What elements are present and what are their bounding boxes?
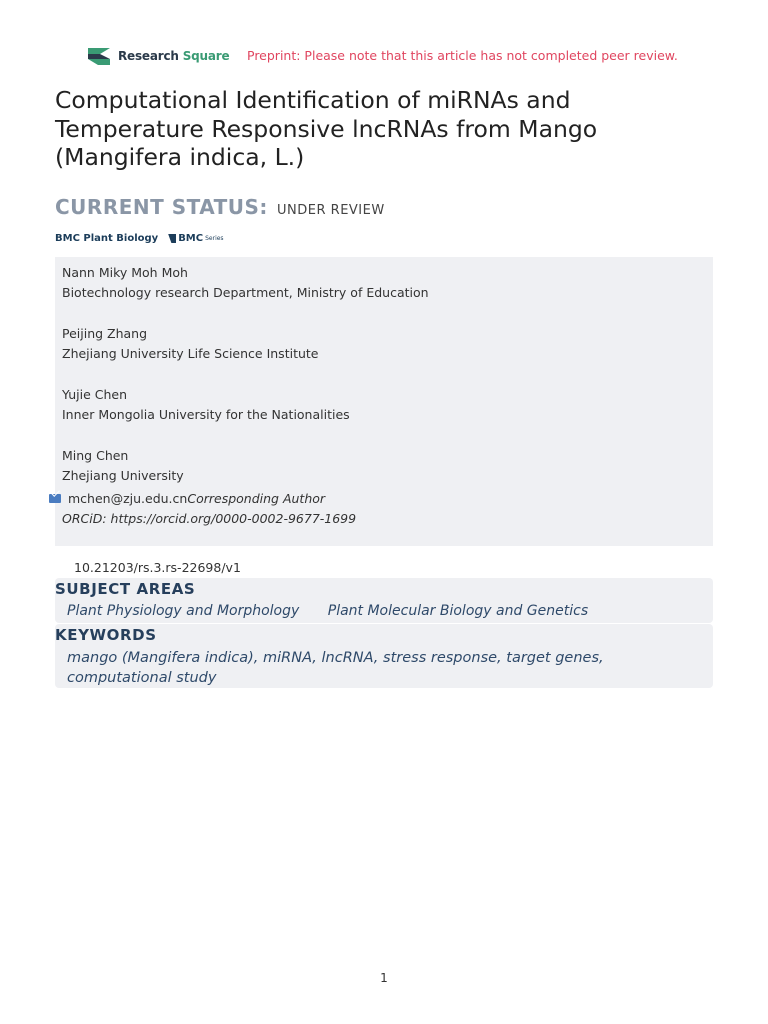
bmc-series-label: Series <box>205 235 224 242</box>
logo-text <box>118 49 229 63</box>
subject-area-item[interactable]: Plant Molecular Biology and Genetics <box>327 603 589 619</box>
status-value: UNDER REVIEW <box>277 203 385 218</box>
author-affiliation: Inner Mongolia University for the Nationalities <box>62 407 350 422</box>
page-number: 1 <box>380 971 388 985</box>
corresponding-email-row <box>49 491 325 506</box>
keywords-heading: KEYWORDS <box>55 626 157 644</box>
status-label: CURRENT STATUS: <box>55 195 268 219</box>
bmc-series-logo <box>168 233 223 244</box>
author-affiliation: Zhejiang University <box>62 468 184 483</box>
paper-title: Computational Identification of miRNAs and Temperature Responsive lncRNAs from Mango (Mangifera indica, L.) <box>55 86 598 171</box>
logo-word-research: Research <box>118 49 179 63</box>
subject-areas-section <box>55 578 713 623</box>
preprint-notice: Preprint: Please note that this article has not completed peer review. <box>247 48 678 63</box>
research-square-logo[interactable] <box>86 45 229 67</box>
keywords-text: mango (Mangifera indica), miRNA, lncRNA, stress response, target genes, computational study <box>67 650 604 686</box>
journal-name[interactable]: BMC Plant Biology <box>55 233 159 244</box>
page-header <box>86 45 728 69</box>
keywords-section <box>55 624 713 688</box>
research-square-logo-icon <box>86 45 112 67</box>
authors-section <box>55 257 713 546</box>
author-name: Ming Chen <box>62 448 129 463</box>
subject-areas-heading: SUBJECT AREAS <box>55 580 196 598</box>
logo-word-square: Square <box>182 49 230 63</box>
orcid-link[interactable]: ORCiD: https://orcid.org/0000-0002-9677-1699 <box>62 511 357 526</box>
author-affiliation: Zhejiang University Life Science Institute <box>62 346 319 361</box>
author-name: Yujie Chen <box>62 387 127 402</box>
bmc-brand: BMC <box>178 233 204 244</box>
bmc-mark-icon <box>168 234 176 243</box>
author-name: Peijing Zhang <box>62 326 148 341</box>
subject-areas-list <box>67 603 588 619</box>
author-entry <box>62 263 429 303</box>
journal-info <box>55 233 224 244</box>
author-entry <box>62 324 318 364</box>
doi-link[interactable]: 10.21203/rs.3.rs-22698/v1 <box>74 560 241 575</box>
author-affiliation: Biotechnology research Department, Ministry of Education <box>62 285 429 300</box>
mail-icon <box>49 494 61 503</box>
corresponding-email[interactable]: mchen@zju.edu.cn <box>68 491 188 506</box>
author-name: Nann Miky Moh Moh <box>62 265 188 280</box>
author-entry <box>62 446 184 486</box>
author-entry <box>62 385 350 425</box>
current-status <box>55 195 385 219</box>
subject-area-item[interactable]: Plant Physiology and Morphology <box>67 603 300 619</box>
corresponding-author-label: Corresponding Author <box>187 491 326 506</box>
